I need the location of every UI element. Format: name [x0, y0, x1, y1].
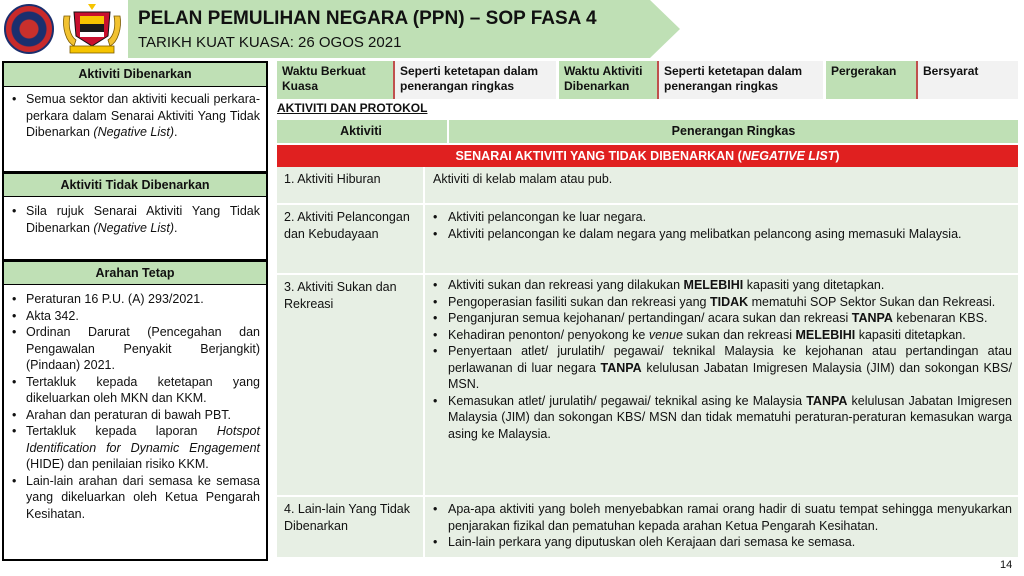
- list-item: • Pengoperasian fasiliti sukan dan rekreasi yang TIDAK mematuhi SOP Sektor Sukan dan Rekreasi.: [431, 294, 1012, 311]
- page-subtitle: TARIKH KUAT KUASA: 26 OGOS 2021: [138, 34, 402, 51]
- negative-list-banner: SENARAI AKTIVITI YANG TIDAK DIBENARKAN (NEGATIVE LIST): [277, 145, 1018, 167]
- section-heading-aktiviti-dibenarkan: Aktiviti Dibenarkan: [4, 63, 266, 87]
- table-header: [277, 120, 1018, 143]
- list-item: • Semua sektor dan aktiviti kecuali perkara-perkara dalam Senarai Aktiviti Yang Tidak Dibenarkan (Negative List).: [12, 91, 260, 141]
- waktu-berkuat-label: Waktu Berkuat Kuasa: [277, 61, 395, 99]
- description-cell: Aktiviti di kelab malam atau pub.: [423, 167, 1018, 203]
- table-row: [277, 275, 1018, 495]
- list-item: • Sila rujuk Senarai Aktiviti Yang Tidak Dibenarkan (Negative List).: [12, 203, 260, 236]
- table-row: [277, 167, 1018, 203]
- waktu-berkuat-value: Seperti ketetapan dalam penerangan ringkas: [395, 61, 556, 99]
- activity-cell: 1. Aktiviti Hiburan: [284, 172, 381, 186]
- page-title: PELAN PEMULIHAN NEGARA (PPN) – SOP FASA 4: [138, 8, 597, 29]
- description-cell: [423, 205, 1018, 273]
- table-row: [277, 205, 1018, 273]
- logos: [0, 0, 130, 58]
- list-item: • Lain-lain perkara yang diputuskan oleh Kerajaan dari semasa ke semasa.: [431, 534, 1012, 551]
- section-body-aktiviti-tidak-dibenarkan: [4, 203, 266, 236]
- table-row: [277, 497, 1018, 557]
- mkn-logo: [4, 4, 54, 54]
- activity-cell: 2. Aktiviti Pelancongan dan Kebudayaan: [284, 210, 410, 241]
- info-strip: [277, 61, 1018, 99]
- list-item: • Lain-lain arahan dari semasa ke semasa yang dikeluarkan oleh Ketua Pengarah Kesihatan.: [12, 473, 260, 523]
- waktu-aktiviti-label: Waktu Aktiviti Dibenarkan: [559, 61, 659, 99]
- list-item: • Peraturan 16 P.U. (A) 293/2021.: [12, 291, 260, 308]
- column-header-penerangan: Penerangan Ringkas: [447, 120, 1018, 143]
- waktu-aktiviti-value: Seperti ketetapan dalam penerangan ringkas: [659, 61, 823, 99]
- section-heading-arahan-tetap: Arahan Tetap: [4, 261, 266, 285]
- pergerakan-label: Pergerakan: [826, 61, 918, 99]
- description-cell: [423, 275, 1018, 495]
- list-item: • Penyertaan atlet/ jurulatih/ pegawai/ teknikal Malaysia ke kejohanan atau pertandingan atau perlawanan di luar negara TANPA kelulusan Jabatan Imigresen Malaysia (JIM) dan sokongan KBS/ MSN.: [431, 343, 1012, 393]
- list-item: • Akta 342.: [12, 308, 260, 325]
- list-item: • Kehadiran penonton/ penyokong ke venue sukan dan rekreasi MELEBIHI kapasiti ditetapkan.: [431, 327, 1012, 344]
- section-label: AKTIVITI DAN PROTOKOL: [277, 101, 428, 115]
- list-item: • Aktiviti pelancongan ke luar negara.: [431, 209, 1012, 226]
- list-item: • Aktiviti pelancongan ke dalam negara yang melibatkan pelancong asing memasuki Malaysia.: [431, 226, 1012, 243]
- section-heading-aktiviti-tidak-dibenarkan: Aktiviti Tidak Dibenarkan: [4, 173, 266, 197]
- section-body-arahan-tetap: [4, 291, 266, 522]
- column-header-aktiviti: Aktiviti: [340, 124, 382, 138]
- list-item: • Aktiviti sukan dan rekreasi yang dilakukan MELEBIHI kapasiti yang ditetapkan.: [431, 277, 1012, 294]
- description-cell: [423, 497, 1018, 557]
- list-item: • Tertakluk kepada laporan Hotspot Identification for Dynamic Engagement (HIDE) dan penilaian risiko KKM.: [12, 423, 260, 473]
- list-item: • Apa-apa aktiviti yang boleh menyebabkan ramai orang hadir di suatu tempat sehingga menyukarkan penjarakan fizikal dan pematuhan kepada arahan Ketua Pengarah Kesihatan.: [431, 501, 1012, 534]
- coat-of-arms-logo: [60, 2, 124, 56]
- activity-cell: 4. Lain-lain Yang Tidak Dibenarkan: [284, 502, 411, 533]
- section-body-aktiviti-dibenarkan: [4, 91, 266, 141]
- list-item: • Tertakluk kepada ketetapan yang dikeluarkan oleh MKN dan KKM.: [12, 374, 260, 407]
- page-number: 14: [1000, 559, 1013, 571]
- list-item: • Ordinan Darurat (Pencegahan dan Pengawalan Penyakit Berjangkit) (Pindaan) 2021.: [12, 324, 260, 374]
- title-banner: [128, 0, 680, 58]
- list-item: • Penganjuran semua kejohanan/ pertandingan/ acara sukan dan rekreasi TANPA kebenaran KBS.: [431, 310, 1012, 327]
- list-item: • Kemasukan atlet/ jurulatih/ pegawai/ teknikal asing ke Malaysia TANPA kelulusan Jabatan Imigresen Malaysia (JIM) dan sokongan KBS/ MSN dan tidak mematuhi peraturan-peraturan kemasukan warga asing ke Malaysia.: [431, 393, 1012, 443]
- list-item: • Arahan dan peraturan di bawah PBT.: [12, 407, 260, 424]
- pergerakan-value: Bersyarat: [918, 61, 1018, 99]
- left-panel: [2, 61, 268, 561]
- activity-cell: 3. Aktiviti Sukan dan Rekreasi: [284, 280, 397, 311]
